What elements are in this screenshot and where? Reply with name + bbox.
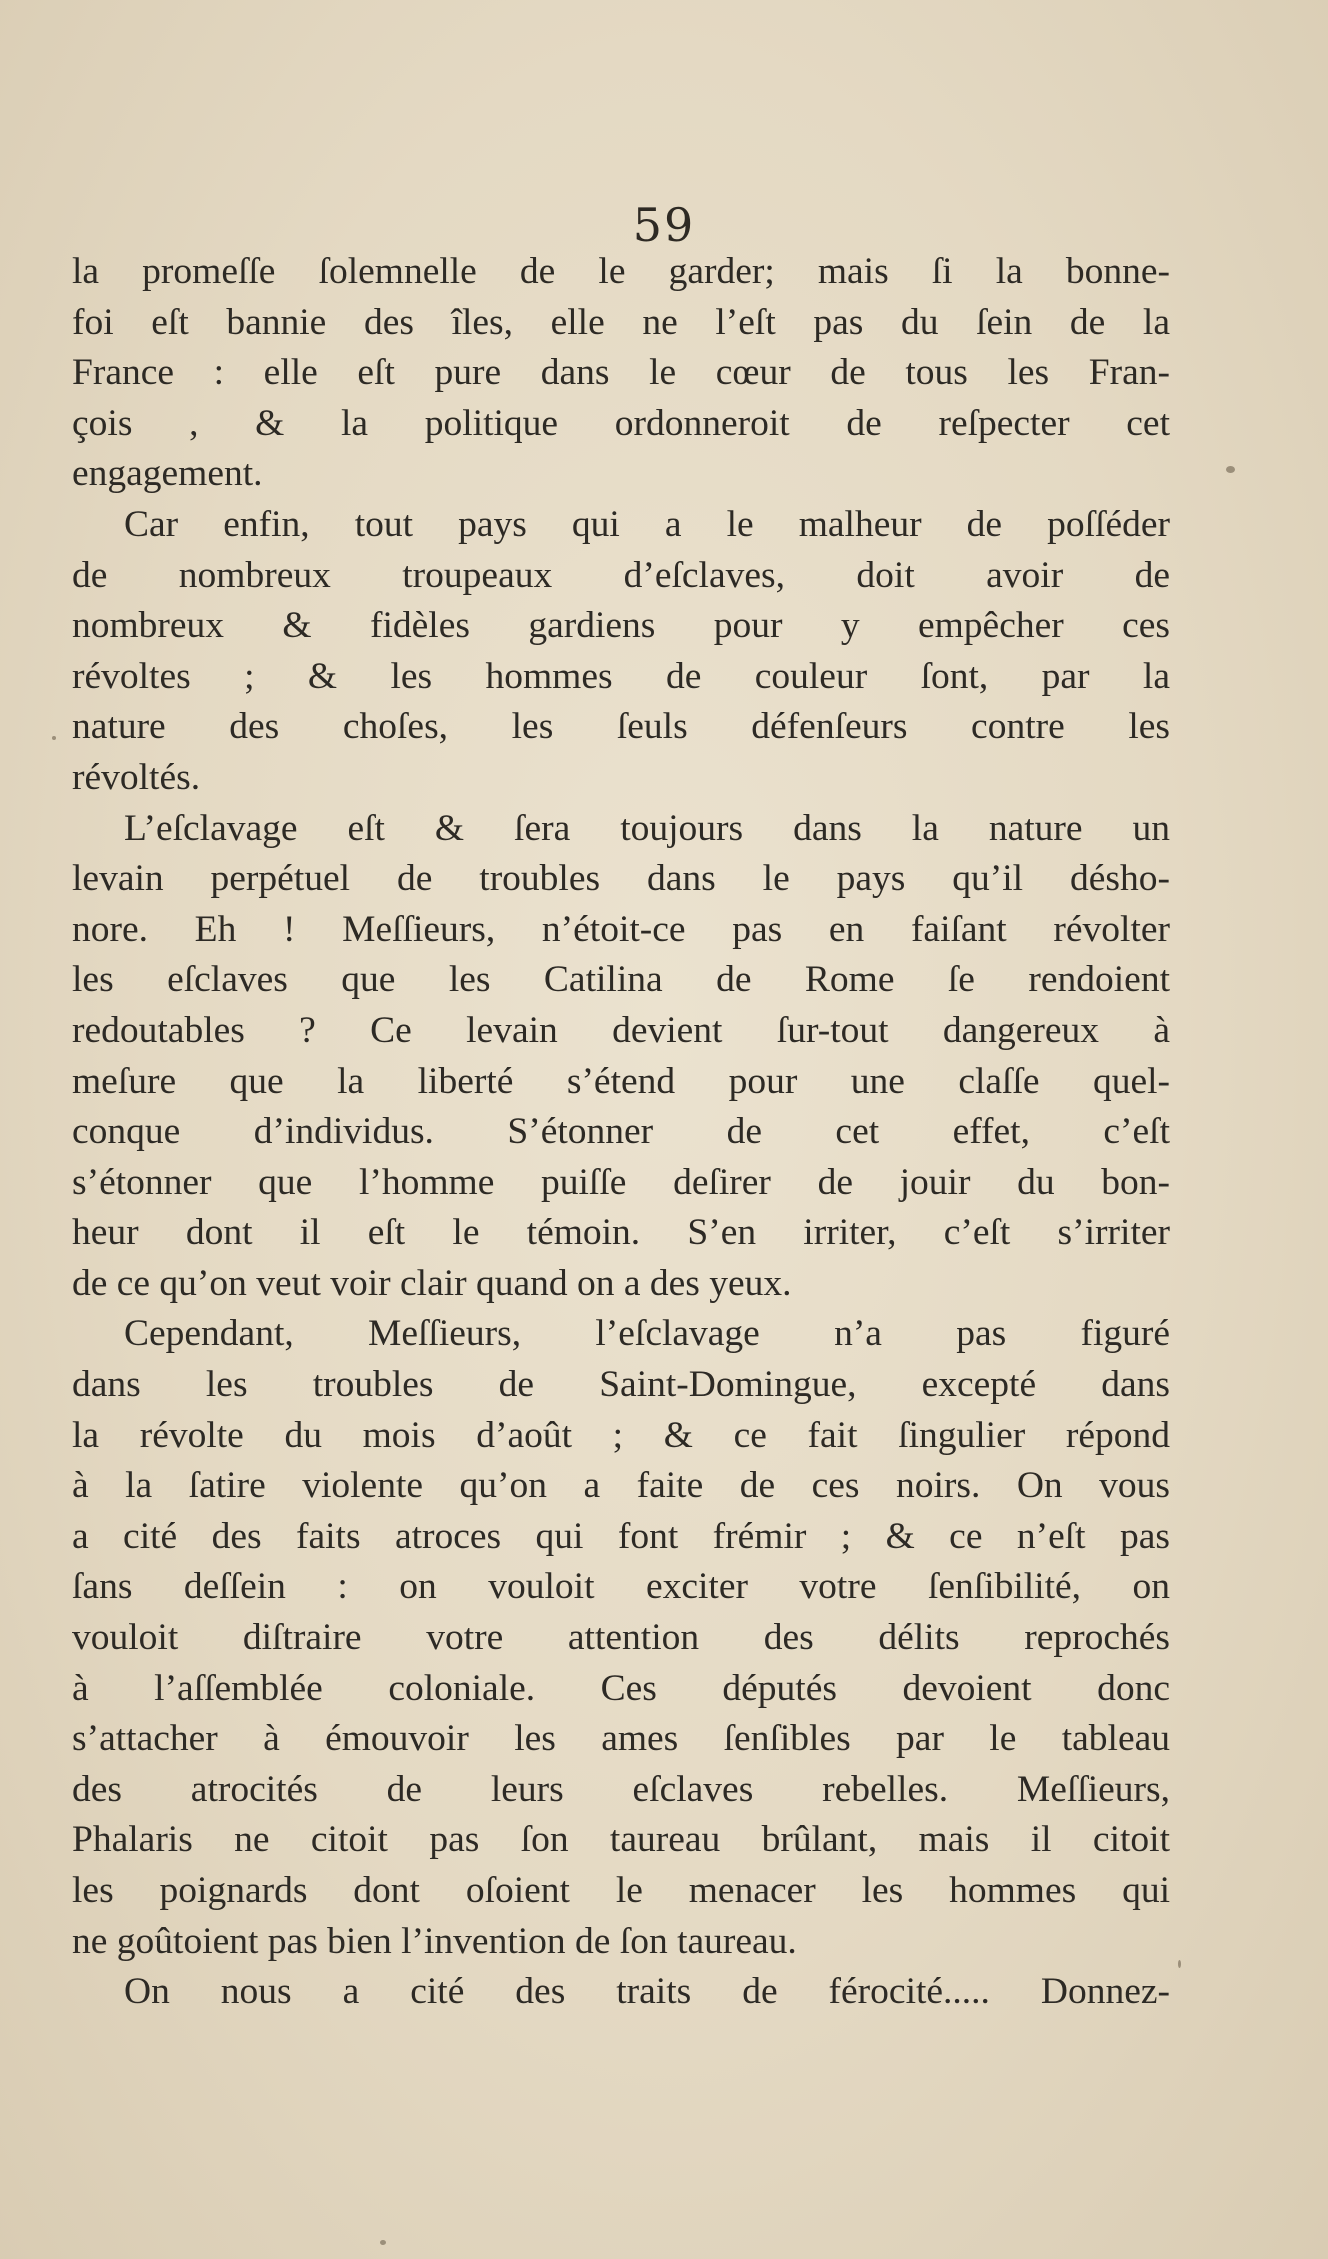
text-line: révoltes ; & les hommes de couleur ſont, par la [72, 655, 1170, 697]
paper-speck [1178, 1960, 1181, 1968]
text-line: la révolte du mois d’août ; & ce fait ſingulier répond [72, 1414, 1170, 1456]
text-line: de nombreux troupeaux d’eſclaves, doit avoir de [72, 554, 1170, 596]
text-line: les eſclaves que les Catilina de Rome ſe rendoient [72, 959, 1170, 1001]
text-line: nore. Eh ! Meſſieurs, n’étoit-ce pas en faiſant révolter [72, 908, 1170, 950]
text-line: s’étonner que l’homme puiſſe deſirer de jouir du bon- [72, 1161, 1170, 1203]
text-line: çois , & la politique ordonneroit de reſpecter cet [72, 402, 1170, 444]
text-line: à l’aſſemblée coloniale. Ces députés devoient donc [72, 1667, 1170, 1709]
text-line: a cité des faits atroces qui font frémir ; & ce n’eſt pas [72, 1515, 1170, 1557]
text-line: levain perpétuel de troubles dans le pays qu’il désho- [72, 858, 1170, 900]
text-line: de ce qu’on veut voir clair quand on a des yeux. [72, 1262, 792, 1304]
text-line: s’attacher à émouvoir les ames ſenſibles par le tableau [72, 1718, 1170, 1760]
paper-speck [1226, 466, 1235, 473]
text-line: la promeſſe ſolemnelle de le garder; mais ſi la bonne- [72, 251, 1170, 292]
paper-speck [380, 2240, 386, 2245]
text-line: dans les troubles de Saint-Domingue, excepté dans [72, 1364, 1170, 1406]
text-line: les poignards dont oſoient le menacer les hommes qui [72, 1870, 1170, 1911]
text-line: redoutables ? Ce levain devient ſur-tout dangereux à [72, 1009, 1170, 1051]
text-line: engagement. [72, 453, 263, 495]
text-line: foi eſt bannie des îles, elle ne l’eſt pas du ſein de la [72, 301, 1170, 343]
text-line: France : elle eſt pure dans le cœur de tous les Fran- [72, 352, 1170, 394]
text-line: à la ſatire violente qu’on a faite de ces noirs. On vous [72, 1465, 1170, 1507]
text-line: des atrocités de leurs eſclaves rebelles. Meſſieurs, [72, 1768, 1170, 1810]
text-line: Car enfin, tout pays qui a le malheur de poſſéder [124, 503, 1170, 545]
text-line: heur dont il eſt le témoin. S’en irriter, c’eſt s’irriter [72, 1212, 1170, 1254]
text-line: On nous a cité des traits de férocité..... Donnez- [124, 1971, 1170, 2013]
body-text [72, 247, 1170, 2018]
paper-speck [52, 736, 56, 740]
text-line: nombreux & fidèles gardiens pour y empêcher ces [72, 605, 1170, 647]
text-line: L’eſclavage eſt & ſera toujours dans la nature un [124, 807, 1170, 849]
text-line: meſure que la liberté s’étend pour une claſſe quel- [72, 1060, 1170, 1102]
text-line: ſans deſſein : on vouloit exciter votre ſenſibilité, on [72, 1566, 1170, 1608]
text-line: révoltés. [72, 756, 201, 798]
text-line: nature des choſes, les ſeuls défenſeurs contre les [72, 706, 1170, 748]
page-number: 59 [632, 198, 696, 252]
text-line: Cependant, Meſſieurs, l’eſclavage n’a pas figuré [124, 1313, 1170, 1355]
text-line: ne goûtoient pas bien l’invention de ſon taureau. [72, 1920, 797, 1962]
text-line: vouloit diſtraire votre attention des délits reprochés [72, 1617, 1170, 1659]
text-line: Phalaris ne citoit pas ſon taureau brûlant, mais il citoit [72, 1819, 1170, 1861]
text-line: conque d’individus. S’étonner de cet effet, c’eſt [72, 1111, 1170, 1153]
